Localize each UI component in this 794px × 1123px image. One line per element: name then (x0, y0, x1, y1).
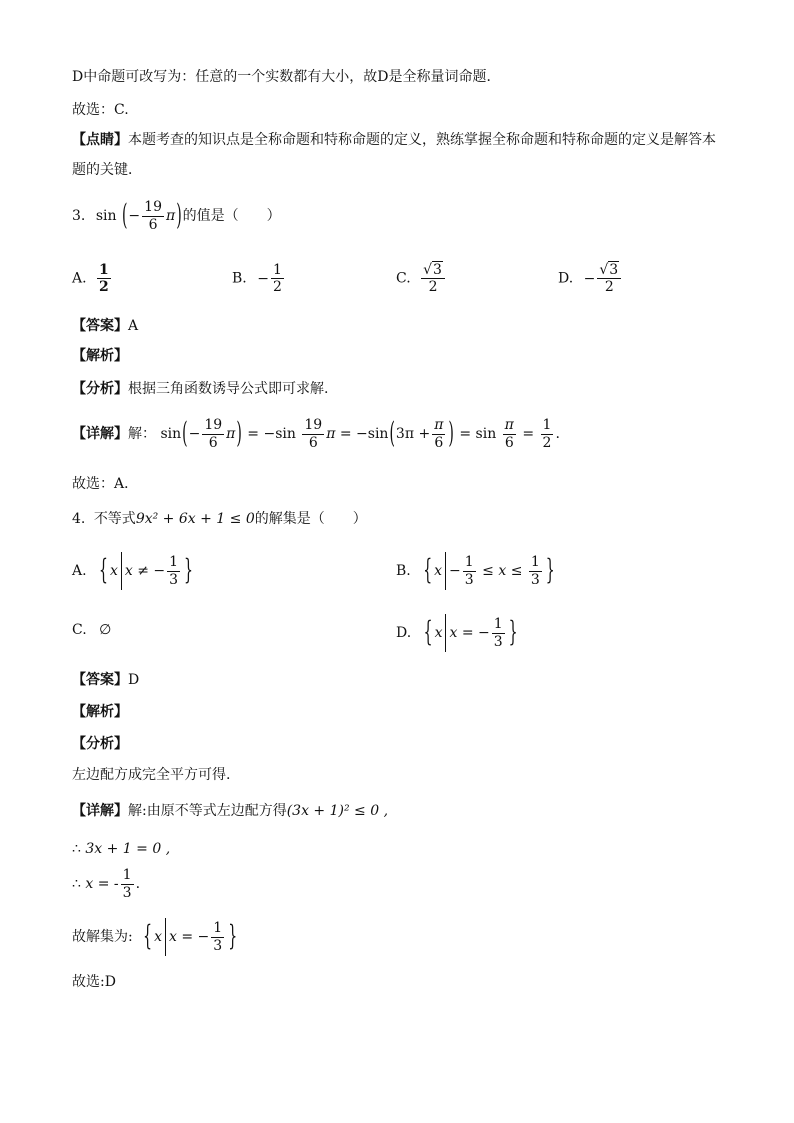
fraction: $\frac{1}{2}$ (99, 262, 109, 296)
answer-line: 【答案】A (72, 318, 139, 334)
choice-c: C. ∅ (72, 622, 112, 638)
answer-value: D (128, 672, 140, 688)
solution-set-line: 故解集为: { x x = − $\frac{1}{3}$ } (72, 918, 239, 956)
fraction: $\frac{\pi}{6}$ (434, 417, 444, 451)
analysis-tag-line: 【分析】 (72, 736, 128, 752)
choice-d: D. − $\frac{√3}{2}$ (558, 262, 623, 295)
section-tag: 【点睛】 (72, 132, 128, 148)
analysis-line: 左边配方成完全平方可得. (72, 767, 231, 783)
fraction: $\frac{1}{3}$ (464, 554, 474, 588)
question-text: 的值是（ ） (182, 208, 281, 224)
choice-a: A. { x x ≠ − $\frac{1}{3}$ } (72, 552, 195, 590)
fraction: $\frac{19}{6}$ (144, 199, 162, 233)
question-4: 4. 不等式9x² + 6x + 1 ≤ 0的解集是（ ） (72, 511, 367, 527)
fraction: $\frac{1}{3}$ (169, 554, 179, 588)
math-inequality: 9x² + 6x + 1 ≤ 0 (135, 511, 255, 527)
detail-line: 【详解】解： sin(− $\frac{19}{6}$ π) = −sin $\frac{19}{6}$ π = −sin(3π + $\frac{\pi}{6}$ ) = sin $\frac{\pi}{6}$ = $\frac{1}{2}$ . (72, 417, 560, 451)
empty-set-symbol: ∅ (99, 622, 112, 638)
choice-b: B. − $\frac{1}{2}$ (232, 262, 282, 296)
fraction: $\frac{19}{6}$ (304, 417, 323, 451)
choice-b: B. { x − $\frac{1}{3}$ ≤ x ≤ $\frac{1}{3}$ } (396, 552, 557, 590)
choose-line: 故选：A． (72, 476, 139, 492)
text-line (72, 101, 129, 119)
answer-line: 【答案】D (72, 672, 140, 688)
text: 本题考查的知识点是全称命题和特称命题的定义，熟练掌握全称命题和特称命题的定义是解答本 (128, 132, 716, 148)
math-minus: − (128, 208, 141, 224)
analysis-line: 【分析】根据三角函数诱导公式即可求解. (72, 381, 329, 397)
step-line: ∴ 3x + 1 = 0 , (72, 841, 171, 857)
fraction: $\frac{\pi}{6}$ (504, 417, 514, 451)
jiexi-line: 【解析】 (72, 704, 128, 720)
fraction: $\frac{1}{3}$ (213, 920, 223, 954)
question-number: 4. (72, 511, 86, 527)
text-line (72, 161, 142, 179)
question-number: 3. (72, 208, 86, 224)
math-pi: π (165, 208, 176, 224)
paren-close: ) (176, 199, 182, 233)
fraction: $\frac{1}{3}$ (493, 616, 503, 650)
choice-d: D. { x x = − $\frac{1}{3}$ } (396, 614, 520, 652)
math-sin: sin (95, 208, 117, 224)
fraction: $\frac{1}{2}$ (272, 262, 282, 296)
jiexi-line: 【解析】 (72, 348, 128, 364)
fraction: $\frac{1}{2}$ (542, 417, 552, 451)
detail-line: 【详解】解:由原不等式左边配方得(3x + 1)² ≤ 0 , (72, 803, 389, 819)
answer-value: A (128, 318, 139, 334)
text: 故选：C. (72, 102, 129, 118)
text-line (72, 68, 500, 86)
fraction: $\frac{1}{3}$ (122, 867, 132, 901)
text: 题的关键． (72, 162, 142, 178)
fraction: $\frac{19}{6}$ (204, 417, 223, 451)
fraction: $\frac{√3}{2}$ (597, 262, 621, 295)
text: D中命题可改写为：任意的一个实数都有大小，故D是全称量词命题． (72, 69, 501, 85)
choice-a: A. $\frac{1}{2}$ (72, 262, 109, 296)
paren-open: ( (121, 199, 128, 233)
comment-line (72, 131, 716, 149)
question-3 (72, 198, 281, 234)
step-line: ∴ x = - $\frac{1}{3}$ . (72, 867, 141, 901)
choose-line: 故选:D (72, 974, 116, 990)
choice-c: C. $\frac{√3}{2}$ (396, 262, 447, 295)
fraction: $\frac{1}{3}$ (530, 554, 540, 588)
fraction: $\frac{√3}{2}$ (421, 262, 445, 295)
